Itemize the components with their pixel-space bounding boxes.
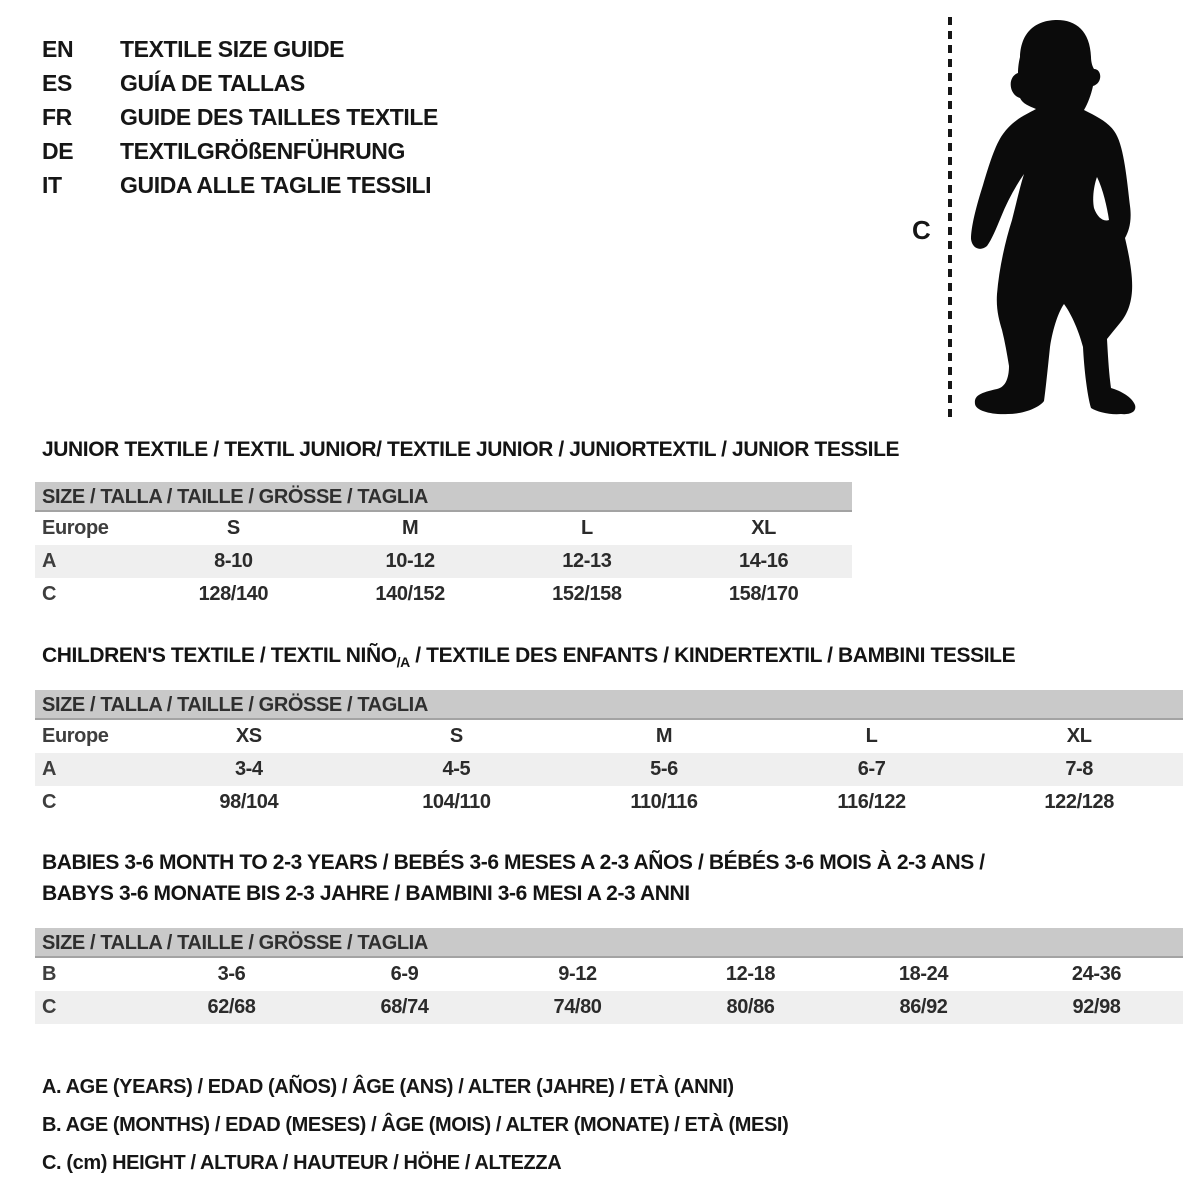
table-cell: 6-9 xyxy=(390,963,419,985)
size-table-header: SIZE / TALLA / TAILLE / GRÖSSE / TAGLIA xyxy=(35,690,1183,720)
language-row xyxy=(42,134,438,168)
table-cell: 128/140 xyxy=(198,583,269,605)
table-cell: 4-5 xyxy=(442,758,471,780)
table-row xyxy=(35,512,852,545)
babies-size-table xyxy=(35,928,1183,1024)
table-cell: 62/68 xyxy=(207,996,256,1018)
language-code: EN xyxy=(42,35,74,62)
children-size-table xyxy=(35,690,1183,819)
row-label: C xyxy=(42,996,57,1018)
language-title-list xyxy=(42,32,438,202)
table-row xyxy=(35,786,1183,819)
table-cell: 6-7 xyxy=(857,758,886,780)
language-code: IT xyxy=(42,171,62,198)
language-row xyxy=(42,66,438,100)
table-cell: 24-36 xyxy=(1071,963,1122,985)
row-label: Europe xyxy=(42,725,109,747)
footnote-b: B. AGE (MONTHS) / EDAD (MESES) / ÂGE (MOIS) / ALTER (MONATE) / ETÀ (MESI) xyxy=(42,1114,789,1136)
table-cell: 18-24 xyxy=(898,963,949,985)
table-row xyxy=(35,720,1183,753)
table-cell: 80/86 xyxy=(726,996,775,1018)
table-cell: 158/170 xyxy=(728,583,799,605)
babies-section-title-line2: BABYS 3-6 MONATE BIS 2-3 JAHRE / BAMBINI 3-6 MESI A 2-3 ANNI xyxy=(42,882,690,905)
table-cell: 10-12 xyxy=(385,550,435,572)
table-cell: 12-18 xyxy=(725,963,776,985)
row-label: Europe xyxy=(42,517,109,539)
junior-section-title: JUNIOR TEXTILE / TEXTIL JUNIOR/ TEXTILE JUNIOR / JUNIORTEXTIL / JUNIOR TESSILE xyxy=(42,438,900,461)
row-label: C xyxy=(42,583,57,605)
table-row xyxy=(35,991,1183,1024)
language-row xyxy=(42,100,438,134)
table-cell: 116/122 xyxy=(837,791,906,813)
table-cell: 152/158 xyxy=(552,583,622,605)
table-cell: 104/110 xyxy=(422,791,491,813)
language-code: DE xyxy=(42,137,74,164)
table-cell: M xyxy=(655,725,673,747)
children-title-subscript: /A xyxy=(396,654,410,670)
language-row xyxy=(42,168,438,202)
size-table-header: SIZE / TALLA / TAILLE / GRÖSSE / TAGLIA xyxy=(35,482,852,512)
footnote-legend xyxy=(42,1068,788,1182)
size-table-header: SIZE / TALLA / TAILLE / GRÖSSE / TAGLIA xyxy=(35,928,1183,958)
language-row xyxy=(42,32,438,66)
table-row xyxy=(35,958,1183,991)
row-label: C xyxy=(42,791,57,813)
guide-title: TEXTILGRÖßENFÜHRUNG xyxy=(120,137,405,164)
table-cell: 14-16 xyxy=(739,550,789,572)
table-cell: 122/128 xyxy=(1044,791,1114,813)
baby-silhouette-icon xyxy=(963,17,1143,417)
table-cell: XL xyxy=(751,517,776,539)
table-cell: M xyxy=(401,517,419,539)
table-cell: 86/92 xyxy=(899,996,948,1018)
row-label: A xyxy=(42,758,57,780)
junior-size-table xyxy=(35,482,852,611)
table-cell: XS xyxy=(235,725,262,747)
row-label: A xyxy=(42,550,57,572)
footnote-a: A. AGE (YEARS) / EDAD (AÑOS) / ÂGE (ANS) / ALTER (JAHRE) / ETÀ (ANNI) xyxy=(42,1076,734,1098)
children-title-text: CHILDREN'S TEXTILE / TEXTIL NIÑO xyxy=(42,644,397,667)
guide-title: GUÍA DE TALLAS xyxy=(120,69,305,96)
table-cell: 74/80 xyxy=(553,996,602,1018)
language-code: FR xyxy=(42,103,72,130)
table-cell: 3-4 xyxy=(234,758,263,780)
footnote-c: C. (cm) HEIGHT / ALTURA / HAUTEUR / HÖHE / ALTEZZA xyxy=(42,1152,562,1174)
table-cell: 9-12 xyxy=(558,963,597,985)
table-cell: 12-13 xyxy=(562,550,612,572)
language-code: ES xyxy=(42,69,72,96)
guide-title: GUIDE DES TAILLES TEXTILE xyxy=(120,103,438,130)
guide-title: TEXTILE SIZE GUIDE xyxy=(120,35,345,62)
children-title-text: / TEXTILE DES ENFANTS / KINDERTEXTIL / BAMBINI TESSILE xyxy=(409,644,1016,667)
measure-label-c: C xyxy=(912,215,931,245)
table-row xyxy=(35,578,852,611)
guide-title: GUIDA ALLE TAGLIE TESSILI xyxy=(120,171,432,198)
table-cell: 110/116 xyxy=(630,791,698,813)
table-cell: 7-8 xyxy=(1065,758,1094,780)
table-cell: XL xyxy=(1066,725,1092,747)
table-cell: L xyxy=(580,517,593,539)
table-cell: 3-6 xyxy=(217,963,246,985)
babies-section-title-line1: BABIES 3-6 MONTH TO 2-3 YEARS / BEBÉS 3-6 MESES A 2-3 AÑOS / BÉBÉS 3-6 MOIS À 2-3 ANS / xyxy=(42,851,985,874)
table-row xyxy=(35,545,852,578)
children-section-title xyxy=(42,644,1015,670)
table-cell: 68/74 xyxy=(380,996,429,1018)
table-cell: 5-6 xyxy=(650,758,678,780)
row-label: B xyxy=(42,963,57,985)
height-measure-line xyxy=(948,17,952,417)
table-row xyxy=(35,753,1183,786)
table-cell: S xyxy=(226,517,240,539)
table-cell: 140/152 xyxy=(375,583,445,605)
table-cell: 8-10 xyxy=(214,550,253,572)
table-cell: 98/104 xyxy=(219,791,279,813)
table-cell: L xyxy=(865,725,878,747)
table-cell: 92/98 xyxy=(1072,996,1121,1018)
table-cell: S xyxy=(449,725,463,747)
